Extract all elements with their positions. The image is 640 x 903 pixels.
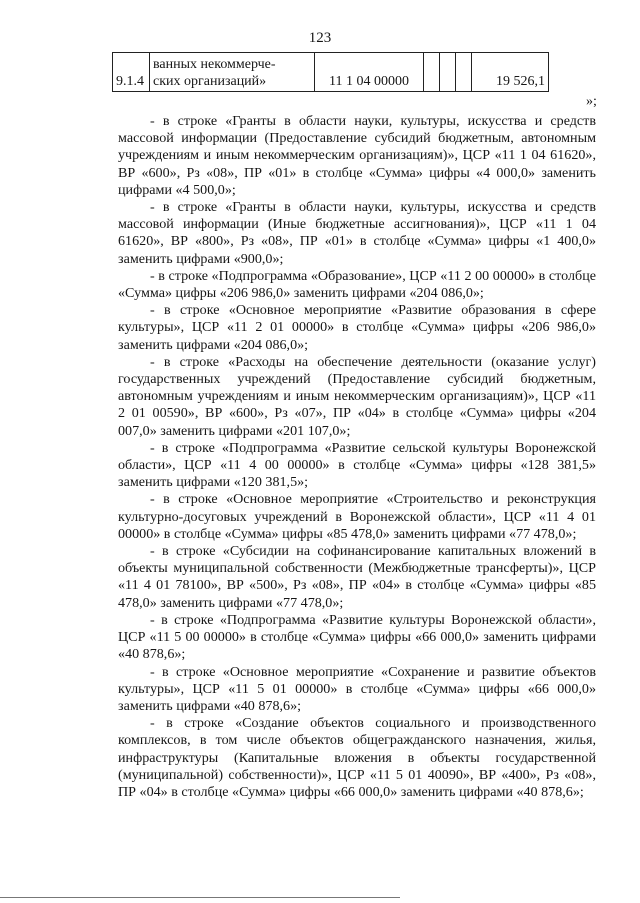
page-number: 123	[308, 30, 332, 46]
item-number-cell: 9.1.4	[113, 53, 150, 92]
amendment-paragraph: - в строке «Основное мероприятие «Сохранение и развитие объектов культуры», ЦСР «11 5 01 00000» в столбце «Сумма» цифры «66 000,0» заменить цифрами «40 878,6»;	[118, 663, 596, 714]
amendment-paragraph: - в строке «Основное мероприятие «Строительство и реконструкция культурно-досуговых учреждений в Воронежской области», ЦСР «11 4 01 00000» в столбце «Сумма» цифры «85 478,0» заменить цифрами «77 478,0»;	[118, 491, 596, 542]
amendment-paragraph: - в строке «Субсидии на софинансирование капитальных вложений в объекты муниципальной собственности (Межбюджетные трансферты)», ЦСР «11 4 01 78100», ВР «500», Рз «08», ПР «04» в столбце «Сумма» цифры «85 478,0» заменить цифрами «77 478,0»;	[118, 543, 596, 611]
item-name-cell	[150, 53, 315, 92]
item-name-line-1: ванных некоммерче-	[153, 57, 276, 72]
amendment-paragraph: - в строке «Основное мероприятие «Развитие образования в сфере культуры», ЦСР «11 2 01 00000» в столбце «Сумма» цифры «206 986,0» заменить цифрами «204 086,0»;	[118, 302, 596, 353]
closing-quote-mark: »;	[586, 94, 597, 109]
budget-table-fragment	[112, 52, 549, 92]
amendment-list	[118, 113, 596, 801]
empty-cell	[456, 53, 472, 92]
amendment-paragraph: - в строке «Создание объектов социального и производственного комплексов, в том числе объектов общегражданского назначения, жилья, инфраструктуры (Капитальные вложения в объекты государственной (муниципальной) собственности)», ЦСР «11 5 01 40090», ВР «400», Рз «08», ПР «04» в столбце «Сумма» цифры «66 000,0» заменить цифрами «40 878,6»;	[118, 715, 596, 800]
empty-cell	[424, 53, 440, 92]
footer-rule	[0, 897, 400, 898]
csr-cell: 11 1 04 00000	[315, 53, 424, 92]
amendment-paragraph: - в строке «Гранты в области науки, культуры, искусства и средств массовой информации (Предоставление субсидий бюджетным, автономным учреждениям и иным некоммерческим организациям)», ЦСР «11 1 04 61620», ВР «600», Рз «08», ПР «01» в столбце «Сумма» цифры «4 000,0» заменить цифрами «4 500,0»;	[118, 113, 596, 198]
amendment-paragraph: - в строке «Гранты в области науки, культуры, искусства и средств массовой информации (Иные бюджетные ассигнования)», ЦСР «11 1 04 61620», ВР «800», Рз «08», ПР «01» в столбце «Сумма» цифры «1 400,0» заменить цифрами «900,0»;	[118, 199, 596, 267]
empty-cell	[440, 53, 456, 92]
sum-cell: 19 526,1	[472, 53, 549, 92]
amendment-paragraph: - в строке «Подпрограмма «Образование», ЦСР «11 2 00 00000» в столбце «Сумма» цифры «206 986,0» заменить цифрами «204 086,0»;	[118, 267, 596, 302]
amendment-paragraph: - в строке «Расходы на обеспечение деятельности (оказание услуг) государственных учреждений (Предоставление субсидий бюджетным, автономным учреждениям и иным некоммерческим организациям)», ЦСР «11 2 01 00590», ВР «600», Рз «07», ПР «04» в столбце «Сумма» цифры «204 007,0» заменить цифрами «201 107,0»;	[118, 353, 596, 439]
amendment-paragraph: - в строке «Подпрограмма «Развитие культуры Воронежской области», ЦСР «11 5 00 00000» в столбце «Сумма» цифры «66 000,0» заменить цифрами «40 878,6»;	[118, 611, 596, 663]
amendment-paragraph: - в строке «Подпрограмма «Развитие сельской культуры Воронежской области», ЦСР «11 4 00 00000» в столбце «Сумма» цифры «128 381,5» заменить цифрами «120 381,5»;	[118, 439, 596, 491]
table-row	[113, 53, 549, 92]
item-name-line-2: ских организаций»	[153, 74, 267, 89]
